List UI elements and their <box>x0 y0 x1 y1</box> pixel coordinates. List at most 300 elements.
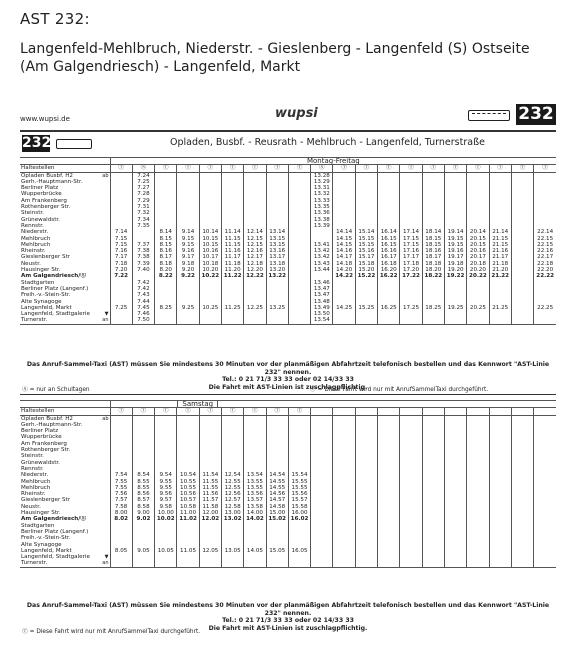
departure-time <box>378 172 400 179</box>
departure-time: 13.42 <box>311 254 333 260</box>
departure-time: 8.15 <box>155 236 177 242</box>
trip-marker: Ⓣ <box>221 408 243 415</box>
trip-marker: Ⓣ <box>177 408 199 415</box>
departure-time: 10.20 <box>199 267 221 273</box>
trip-marker: Ⓣ <box>155 408 177 415</box>
departure-time: 9.22 <box>177 273 199 279</box>
departure-time: 7.16 <box>110 248 132 254</box>
line-number-badge: 232 <box>516 104 556 125</box>
bus-icon <box>468 110 510 121</box>
departure-time: 15.56 <box>288 491 310 497</box>
departure-time: 15.15 <box>355 242 377 248</box>
departure-time: 14.17 <box>333 254 355 260</box>
section-divider <box>20 394 556 395</box>
trip-marker: Ⓢ <box>311 165 333 172</box>
departure-time: 7.46 <box>132 311 154 317</box>
stop-name: Gerh.-Hauptmann-Str. <box>21 421 83 428</box>
departure-time: 20.20 <box>467 267 489 273</box>
departure-time <box>177 415 199 422</box>
stop-direction-tag: an <box>96 560 110 567</box>
trip-marker <box>489 408 511 415</box>
departure-time: 7.54 <box>110 472 132 478</box>
departure-time: 7.34 <box>132 217 154 223</box>
departure-time: 12.20 <box>244 267 266 273</box>
departure-time: 15.18 <box>355 261 377 267</box>
departure-time <box>199 172 221 179</box>
departure-time: 12.54 <box>221 472 243 478</box>
day-label: Samstag <box>177 401 218 408</box>
trip-marker: Ⓣ <box>333 165 355 172</box>
departure-time: 15.02 <box>266 516 288 522</box>
departure-time: 13.16 <box>266 248 288 254</box>
departure-time: 7.38 <box>132 254 154 260</box>
departure-time: 16.15 <box>378 236 400 242</box>
stop-name: Am Galgendriesch/Ⓢ <box>21 273 86 280</box>
departure-time: 7.50 <box>132 317 154 324</box>
departure-time: 8.16 <box>155 248 177 254</box>
departure-time: 11.00 <box>177 510 199 516</box>
departure-time: 11.15 <box>221 236 243 242</box>
stop-name: Grünewaldstr. <box>21 216 60 223</box>
departure-time <box>244 560 266 567</box>
departure-time: 13.38 <box>311 217 333 223</box>
departure-time: 13.39 <box>311 223 333 229</box>
departure-time: 12.14 <box>244 229 266 235</box>
stop-name: Neustr. <box>21 503 41 510</box>
departure-time: 10.58 <box>177 504 199 510</box>
page-title: AST 232: <box>20 10 90 28</box>
departure-time: 11.54 <box>199 472 221 478</box>
bus-icon <box>56 139 92 149</box>
departure-time: 9.56 <box>155 491 177 497</box>
departure-time: 10.18 <box>199 261 221 267</box>
trip-marker <box>444 408 466 415</box>
departure-time <box>489 560 511 567</box>
departure-time: 11.58 <box>199 504 221 510</box>
departure-time: 11.22 <box>221 273 243 279</box>
stop-name: Gerh.-Hauptmann-Str. <box>21 178 83 185</box>
trip-marker: Ⓣ <box>511 165 533 172</box>
departure-time <box>534 172 557 179</box>
departure-time <box>266 172 288 179</box>
departure-time: 20.15 <box>467 242 489 248</box>
departure-time: 21.22 <box>489 273 511 279</box>
departure-time: 14.15 <box>333 236 355 242</box>
departure-time: 7.57 <box>110 497 132 503</box>
departure-time: 7.17 <box>110 254 132 260</box>
departure-time: 7.29 <box>132 198 154 204</box>
departure-time: 9.14 <box>177 229 199 235</box>
departure-time: 11.56 <box>199 491 221 497</box>
departure-time <box>511 415 533 422</box>
departure-time <box>534 415 556 422</box>
stop-name: Grünewaldstr. <box>21 459 60 466</box>
trip-marker <box>467 408 489 415</box>
stop-name: Rothenberger Str. <box>21 447 71 454</box>
departure-time: 14.55 <box>266 485 288 491</box>
departure-time: 9.00 <box>132 510 154 516</box>
departure-time: 13.17 <box>266 254 288 260</box>
departure-time: 11.25 <box>221 305 243 311</box>
stop-direction-tag: ▼ <box>104 554 109 561</box>
departure-time: 14.02 <box>244 516 266 522</box>
departure-time: 16.15 <box>378 242 400 248</box>
departure-time <box>155 317 177 324</box>
stop-name: Berliner Platz (Langenf.) <box>21 285 89 292</box>
departure-time: 13.29 <box>311 179 333 185</box>
departure-time <box>110 317 132 324</box>
departure-time: 12.18 <box>244 261 266 267</box>
departure-time: 17.20 <box>400 267 422 273</box>
saturday-timetable <box>20 400 556 568</box>
departure-time <box>244 317 266 324</box>
departure-time <box>355 560 377 567</box>
line-title: Opladen, Busbf. - Reusrath - Mehlbruch - Langenfeld, Turnerstraße <box>170 137 485 148</box>
timetable-row <box>20 172 556 179</box>
departure-time <box>422 560 444 567</box>
departure-time: 8.20 <box>155 267 177 273</box>
trip-marker: Ⓣ <box>467 165 489 172</box>
website-label: www.wupsi.de <box>20 115 70 123</box>
departure-time <box>177 560 199 567</box>
stop-name: Wupperbrücke <box>21 434 62 441</box>
trip-marker: Ⓣ <box>266 165 288 172</box>
departure-time: 14.57 <box>266 497 288 503</box>
stop-name: Hausinger Str. <box>21 267 61 274</box>
departure-time: 16.25 <box>378 305 400 311</box>
day-label: Montag-Freitag <box>306 157 360 165</box>
departure-time: 7.56 <box>110 491 132 497</box>
departure-time: 12.15 <box>244 242 266 248</box>
departure-time: 19.20 <box>444 267 466 273</box>
stop-name: Neustr. <box>21 260 41 267</box>
departure-time: 17.15 <box>400 242 422 248</box>
departure-time: 12.05 <box>199 548 221 554</box>
departure-time <box>444 415 466 422</box>
departure-time: 20.18 <box>467 261 489 267</box>
departure-time: 13.48 <box>311 299 333 305</box>
column-header: Haltestellen <box>20 165 110 172</box>
departure-time: 13.54 <box>244 472 266 478</box>
departure-time: 16.14 <box>378 229 400 235</box>
departure-time: 19.16 <box>444 248 466 254</box>
departure-time: 13.00 <box>221 510 243 516</box>
departure-time: 12.02 <box>199 516 221 522</box>
trip-marker <box>333 408 355 415</box>
departure-time <box>378 317 400 324</box>
departure-time: 17.16 <box>400 248 422 254</box>
departure-time: 17.17 <box>400 254 422 260</box>
departure-time: 20.22 <box>467 273 489 279</box>
departure-time: 7.43 <box>132 292 154 298</box>
departure-time <box>311 415 333 422</box>
departure-time: 7.15 <box>110 242 132 248</box>
departure-time: 10.22 <box>199 273 221 279</box>
departure-time <box>221 560 243 567</box>
departure-time: 13.15 <box>266 236 288 242</box>
departure-time: 10.57 <box>177 497 199 503</box>
departure-time: 8.14 <box>155 229 177 235</box>
departure-time <box>199 560 221 567</box>
departure-time: 7.18 <box>110 261 132 267</box>
departure-time: 8.15 <box>155 242 177 248</box>
stop-direction-tag: an <box>96 317 110 324</box>
departure-time <box>378 560 400 567</box>
departure-time: 12.16 <box>244 248 266 254</box>
departure-time: 9.55 <box>155 485 177 491</box>
departure-time: 13.28 <box>311 172 333 179</box>
departure-time <box>511 317 533 324</box>
stop-name: Langenfeld, Stadtgalerie <box>21 311 90 318</box>
departure-time <box>288 317 310 324</box>
departure-time: 9.57 <box>155 497 177 503</box>
departure-time: 20.14 <box>467 229 489 235</box>
trip-marker: Ⓣ <box>221 165 243 172</box>
stop-name: Stadtgarten <box>21 522 55 529</box>
stop-name: Berliner Platz (Langenf.) <box>21 528 89 535</box>
departure-time: 15.55 <box>288 479 310 485</box>
stop-name: Wupperbrücke <box>21 191 62 198</box>
departure-time: 7.39 <box>132 261 154 267</box>
departure-time: 18.17 <box>422 254 444 260</box>
departure-time: 13.31 <box>311 185 333 191</box>
trip-marker: Ⓣ <box>534 165 557 172</box>
departure-time: 7.40 <box>132 267 154 273</box>
note-line-2: Tel.: 0 21 71/3 33 33 oder 02 14/33 33 <box>222 617 354 624</box>
departure-time <box>534 317 557 324</box>
departure-time <box>333 560 355 567</box>
departure-time: 19.18 <box>444 261 466 267</box>
departure-time: 10.54 <box>177 472 199 478</box>
departure-time: 13.50 <box>311 311 333 317</box>
departure-time: 19.25 <box>444 305 466 311</box>
departure-time: 14.22 <box>333 273 355 279</box>
departure-time: 13.25 <box>266 305 288 311</box>
stop-name: Berliner Platz <box>21 428 59 435</box>
departure-time <box>467 415 489 422</box>
trip-marker: Ⓣ <box>266 408 288 415</box>
departure-time: 7.28 <box>132 191 154 197</box>
departure-time: 7.44 <box>132 299 154 305</box>
trip-marker: Ⓣ <box>288 165 310 172</box>
departure-time <box>177 172 199 179</box>
note-line-3: Die Fahrt mit AST-Linien ist zuschlagpflichtig. <box>208 383 368 391</box>
departure-time: 13.55 <box>244 485 266 491</box>
departure-time: 18.25 <box>422 305 444 311</box>
departure-time: 12.58 <box>221 504 243 510</box>
departure-time: 7.55 <box>110 479 132 485</box>
trip-marker: Ⓣ <box>489 165 511 172</box>
departure-time: 8.18 <box>155 261 177 267</box>
departure-time <box>355 415 377 422</box>
departure-time: 20.25 <box>467 305 489 311</box>
departure-time: 13.56 <box>244 491 266 497</box>
stop-name: Niederstr. <box>21 229 49 236</box>
departure-time <box>221 317 243 324</box>
trip-marker: Ⓣ <box>355 165 377 172</box>
departure-time: 13.46 <box>311 280 333 286</box>
note-line-1: Das Anruf-Sammel-Taxi (AST) müssen Sie mindestens 30 Minuten vor der planmäßigen Abfahrtzeit telefonisch bestellen und das Kennwort "AST-Linie 232" nennen. <box>26 361 550 376</box>
departure-time: 7.25 <box>132 179 154 185</box>
departure-time: 21.25 <box>489 305 511 311</box>
departure-time: 14.16 <box>333 248 355 254</box>
departure-time: 10.02 <box>155 516 177 522</box>
departure-time <box>266 317 288 324</box>
departure-time: 10.17 <box>199 254 221 260</box>
departure-time: 13.54 <box>311 317 333 324</box>
departure-time: 18.16 <box>422 248 444 254</box>
departure-time: 21.20 <box>489 267 511 273</box>
departure-time <box>333 172 355 179</box>
stop-name: Gieslenberger Str <box>21 254 71 261</box>
departure-time: 13.05 <box>221 548 243 554</box>
departure-time: 11.57 <box>199 497 221 503</box>
stop-name: Alte Synagoge <box>21 298 62 305</box>
departure-time: 13.47 <box>311 292 333 298</box>
trip-marker: Ⓣ <box>177 165 199 172</box>
trip-marker: Ⓣ <box>244 408 266 415</box>
departure-time: 13.49 <box>311 305 333 311</box>
departure-time <box>110 172 132 179</box>
departure-time: 12.22 <box>244 273 266 279</box>
departure-time: 22.15 <box>534 236 557 242</box>
departure-time: 16.17 <box>378 254 400 260</box>
departure-time: 7.42 <box>132 280 154 286</box>
trip-marker: Ⓣ <box>199 408 221 415</box>
stop-name: Freih.-v.-Stein-Str. <box>21 535 71 542</box>
departure-time: 15.15 <box>355 236 377 242</box>
departure-time: 13.57 <box>244 497 266 503</box>
trip-marker: Ⓣ <box>110 408 132 415</box>
timetable-row <box>20 415 556 422</box>
departure-time: 15.20 <box>355 267 377 273</box>
departure-time: 13.44 <box>311 267 333 273</box>
departure-time: 20.16 <box>467 248 489 254</box>
departure-time: 18.14 <box>422 229 444 235</box>
departure-time: 9.05 <box>132 548 154 554</box>
departure-time: 11.05 <box>177 548 199 554</box>
departure-time: 20.17 <box>467 254 489 260</box>
departure-time: 13.18 <box>266 261 288 267</box>
departure-time: 7.58 <box>110 504 132 510</box>
departure-time: 7.24 <box>132 172 154 179</box>
departure-time: 10.15 <box>199 236 221 242</box>
departure-time: 10.55 <box>177 479 199 485</box>
trip-marker: Ⓣ <box>110 165 132 172</box>
departure-time: 9.20 <box>177 267 199 273</box>
trip-marker: Ⓣ <box>444 165 466 172</box>
departure-time: 13.20 <box>266 267 288 273</box>
note-line-1: Das Anruf-Sammel-Taxi (AST) müssen Sie mindestens 30 Minuten vor der planmäßigen Abfahrtzeit telefonisch bestellen und das Kennwort "AST-Linie 232" nennen. <box>26 602 550 617</box>
departure-time <box>288 172 310 179</box>
departure-time: 9.25 <box>177 305 199 311</box>
trip-marker <box>355 408 377 415</box>
departure-time: 8.25 <box>155 305 177 311</box>
departure-time: 12.25 <box>244 305 266 311</box>
departure-time: 15.05 <box>266 548 288 554</box>
departure-time: 13.55 <box>244 479 266 485</box>
departure-time: 19.15 <box>444 242 466 248</box>
departure-time: 21.15 <box>489 236 511 242</box>
weekday-timetable <box>20 157 556 325</box>
departure-time: 18.15 <box>422 236 444 242</box>
departure-time: 14.25 <box>333 305 355 311</box>
stop-name: Rennstr. <box>21 465 44 472</box>
line-header <box>20 130 556 152</box>
departure-time <box>244 415 266 422</box>
departure-time: 15.54 <box>288 472 310 478</box>
departure-time: 9.15 <box>177 242 199 248</box>
departure-time: 17.25 <box>400 305 422 311</box>
departure-time: 11.14 <box>221 229 243 235</box>
departure-time: 8.54 <box>132 472 154 478</box>
stop-name: Langenfeld, Stadtgalerie <box>21 554 90 561</box>
departure-time: 15.57 <box>288 497 310 503</box>
trip-marker <box>400 408 422 415</box>
stop-name: Freih.-v.-Stein-Str. <box>21 292 71 299</box>
departure-time: 7.15 <box>110 236 132 242</box>
stop-name: Steinstr. <box>21 210 44 217</box>
departure-time: 10.16 <box>199 248 221 254</box>
departure-time: 7.14 <box>110 229 132 235</box>
departure-time: 20.15 <box>467 236 489 242</box>
departure-time: 12.56 <box>221 491 243 497</box>
departure-time: 18.15 <box>422 242 444 248</box>
trip-marker <box>422 408 444 415</box>
departure-time: 7.31 <box>132 204 154 210</box>
departure-time: 15.14 <box>355 229 377 235</box>
departure-time: 9.58 <box>155 504 177 510</box>
stop-name: Hausinger Str. <box>21 510 61 517</box>
stop-name: Langenfeld, Markt <box>21 547 72 554</box>
departure-time: 18.22 <box>422 273 444 279</box>
trip-marker: Ⓣ <box>400 165 422 172</box>
stop-name: Langenfeld, Markt <box>21 304 72 311</box>
stop-direction-tag: ab <box>96 415 110 422</box>
departure-time <box>110 560 132 567</box>
departure-time <box>422 172 444 179</box>
departure-time: 17.14 <box>400 229 422 235</box>
stop-name: Am Frankenberg <box>21 440 67 447</box>
trip-marker <box>378 408 400 415</box>
departure-time <box>177 317 199 324</box>
departure-time <box>444 560 466 567</box>
departure-time: 12.55 <box>221 485 243 491</box>
departure-time: 21.18 <box>489 261 511 267</box>
departure-time <box>511 172 533 179</box>
departure-time <box>244 172 266 179</box>
departure-time: 10.56 <box>177 491 199 497</box>
departure-time: 11.15 <box>221 242 243 248</box>
departure-time: 9.54 <box>155 472 177 478</box>
note-line-2: Tel.: 0 21 71/3 33 33 oder 02 14/33 33 <box>222 376 354 383</box>
departure-time: 15.00 <box>266 510 288 516</box>
departure-time: 16.16 <box>378 248 400 254</box>
departure-time: 12.15 <box>244 236 266 242</box>
departure-time: 16.00 <box>288 510 310 516</box>
stop-name: Opladen Busbf. H2 <box>20 172 96 179</box>
departure-time: 7.22 <box>110 273 132 279</box>
departure-time <box>266 560 288 567</box>
stop-name: Rheinstr. <box>21 248 46 255</box>
trip-marker: Ⓣ <box>288 408 310 415</box>
departure-time <box>400 560 422 567</box>
departure-time: 13.58 <box>244 504 266 510</box>
stop-name: Niederstr. <box>21 472 49 479</box>
departure-time <box>266 415 288 422</box>
departure-time: 14.58 <box>266 504 288 510</box>
departure-time: 13.33 <box>311 198 333 204</box>
